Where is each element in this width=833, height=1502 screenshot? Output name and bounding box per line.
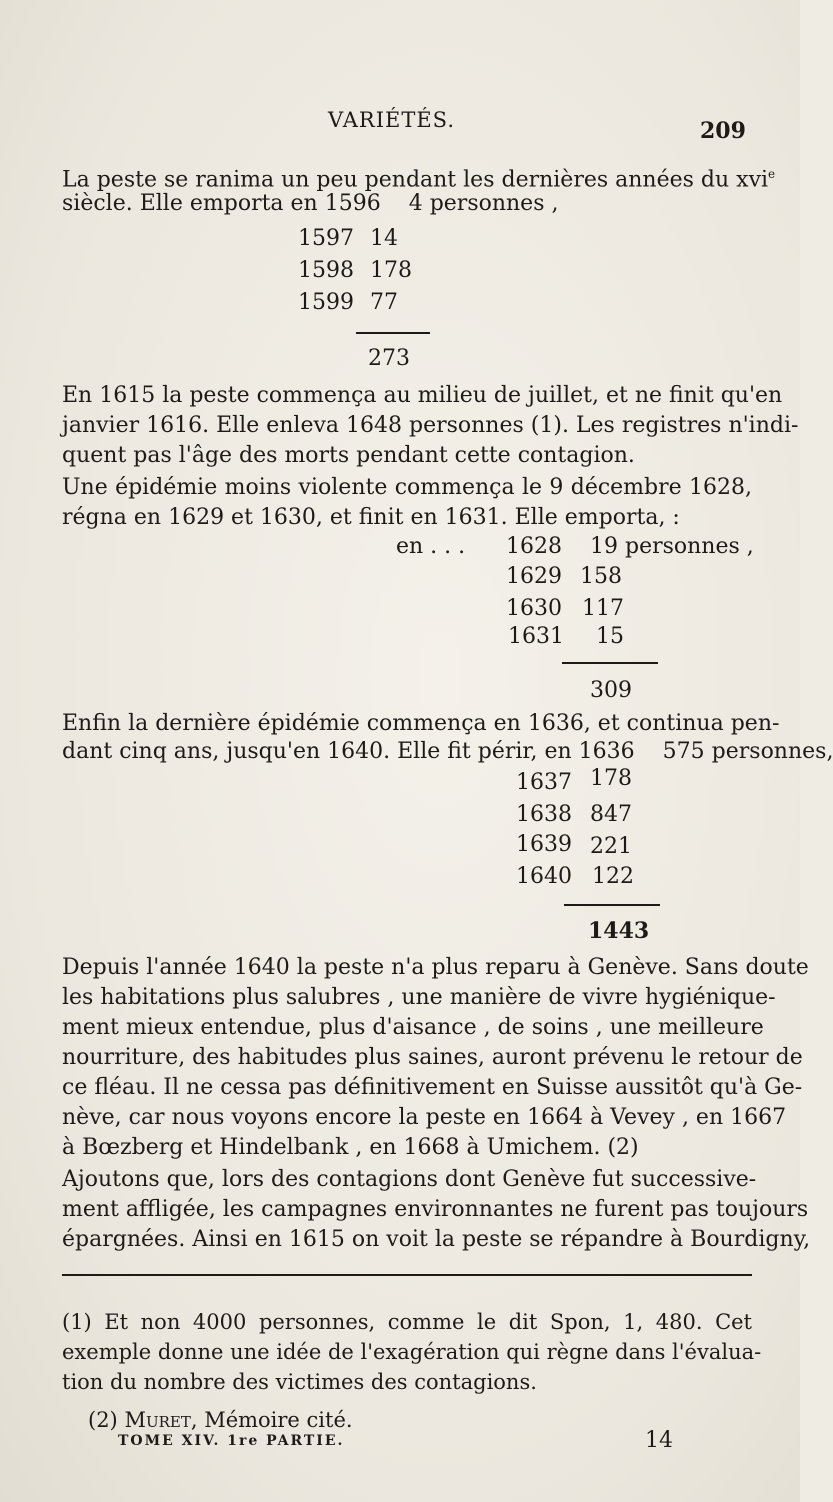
para3-line-1: Une épidémie moins violente commença le 9 décembre 1628, <box>62 475 752 500</box>
table2-year: 1628 <box>506 534 562 559</box>
para5-line-7: à Bœzberg et Hindelbank , en 1668 à Umichem. (2) <box>62 1135 639 1160</box>
para2-line-1: En 1615 la peste commença au milieu de juillet, et ne finit qu'en <box>62 383 783 408</box>
para6-line-1: Ajoutons que, lors des contagions dont Genève fut successive- <box>62 1167 757 1192</box>
table2-sum-rule <box>562 662 658 664</box>
para6-line-3: épargnées. Ainsi en 1615 on voit la peste se répandre à Bourdigny, <box>62 1227 811 1252</box>
table2-count: 19 personnes , <box>590 534 754 559</box>
table2-count: 15 <box>596 624 624 649</box>
table3-year: 1639 <box>516 832 572 857</box>
table1-count: 14 <box>370 226 398 251</box>
para3-line-2: régna en 1629 et 1630, et finit en 1631. Elle emporta, : <box>62 505 680 530</box>
table3-year: 1638 <box>516 802 572 827</box>
table2-count: 158 <box>580 564 622 589</box>
running-head: VARIÉTÉS. <box>328 108 455 132</box>
footnote-1-line-2: exemple donne une idée de l'exagération qui règne dans l'évalua- <box>62 1340 762 1364</box>
table1-count: 178 <box>370 258 412 283</box>
para6-line-2: ment affligée, les campagnes environnantes ne furent pas toujours <box>62 1197 809 1222</box>
signature-sheet-number: 14 <box>645 1428 673 1453</box>
footnote-2: (2) Muret, Mémoire cité. <box>88 1408 353 1432</box>
para2-line-3: quent pas l'âge des morts pendant cette contagion. <box>62 443 635 468</box>
table3-year: 1637 <box>516 770 572 795</box>
table2-year: 1630 <box>506 596 562 621</box>
table3-sum-rule <box>564 904 660 906</box>
para5-line-1: Depuis l'année 1640 la peste n'a plus reparu à Genève. Sans doute <box>62 955 809 980</box>
table3-year: 1640 <box>516 864 572 889</box>
signature-mark: TOME XIV. 1re PARTIE. <box>118 1433 345 1449</box>
table2-year: 1631 <box>508 624 564 649</box>
table3-count: 847 <box>590 802 632 827</box>
table3-count: 221 <box>590 834 632 859</box>
page-number: 209 <box>700 118 746 144</box>
table1-sum-rule <box>356 332 430 334</box>
para1-line-2: siècle. Elle emporta en 1596 4 personnes , <box>62 191 559 216</box>
table2-count: 117 <box>582 596 624 621</box>
table1-year: 1599 <box>298 290 354 315</box>
footnote-1-line-1: (1) Et non 4000 personnes, comme le dit Spon, 1, 480. Cet <box>62 1310 752 1334</box>
footnote-1-line-3: tion du nombre des victimes des contagions. <box>62 1370 537 1394</box>
table3-count: 122 <box>592 864 634 889</box>
para5-line-5: ce fléau. Il ne cessa pas définitivement en Suisse aussitôt qu'à Ge- <box>62 1075 803 1100</box>
table1-year: 1598 <box>298 258 354 283</box>
para5-line-3: ment mieux entendue, plus d'aisance , de soins , une meilleure <box>62 1015 764 1040</box>
table3-count: 178 <box>590 766 632 791</box>
para2-line-2: janvier 1616. Elle enleva 1648 personnes (1). Les registres n'indi- <box>62 413 799 438</box>
table1-year: 1597 <box>298 226 354 251</box>
table3-total: 1443 <box>588 918 650 944</box>
table2-lead: en . . . <box>396 534 466 559</box>
table1-total: 273 <box>368 346 410 371</box>
para4-line-2: dant cinq ans, jusqu'en 1640. Elle fit périr, en 1636 575 personnes, <box>62 739 833 764</box>
para1-line-1: La peste se ranima un peu pendant les dernières années du xvi$^e$ <box>62 167 776 193</box>
footnote-separator <box>62 1274 752 1276</box>
para5-line-6: nève, car nous voyons encore la peste en 1664 à Vevey , en 1667 <box>62 1105 787 1130</box>
table1-count: 77 <box>370 290 398 315</box>
para4-line-1: Enfin la dernière épidémie commença en 1636, et continua pen- <box>62 711 780 736</box>
para5-line-2: les habitations plus salubres , une manière de vivre hygiénique- <box>62 985 776 1010</box>
para5-line-4: nourriture, des habitudes plus saines, auront prévenu le retour de <box>62 1045 803 1070</box>
table2-total: 309 <box>590 678 632 703</box>
table2-year: 1629 <box>506 564 562 589</box>
